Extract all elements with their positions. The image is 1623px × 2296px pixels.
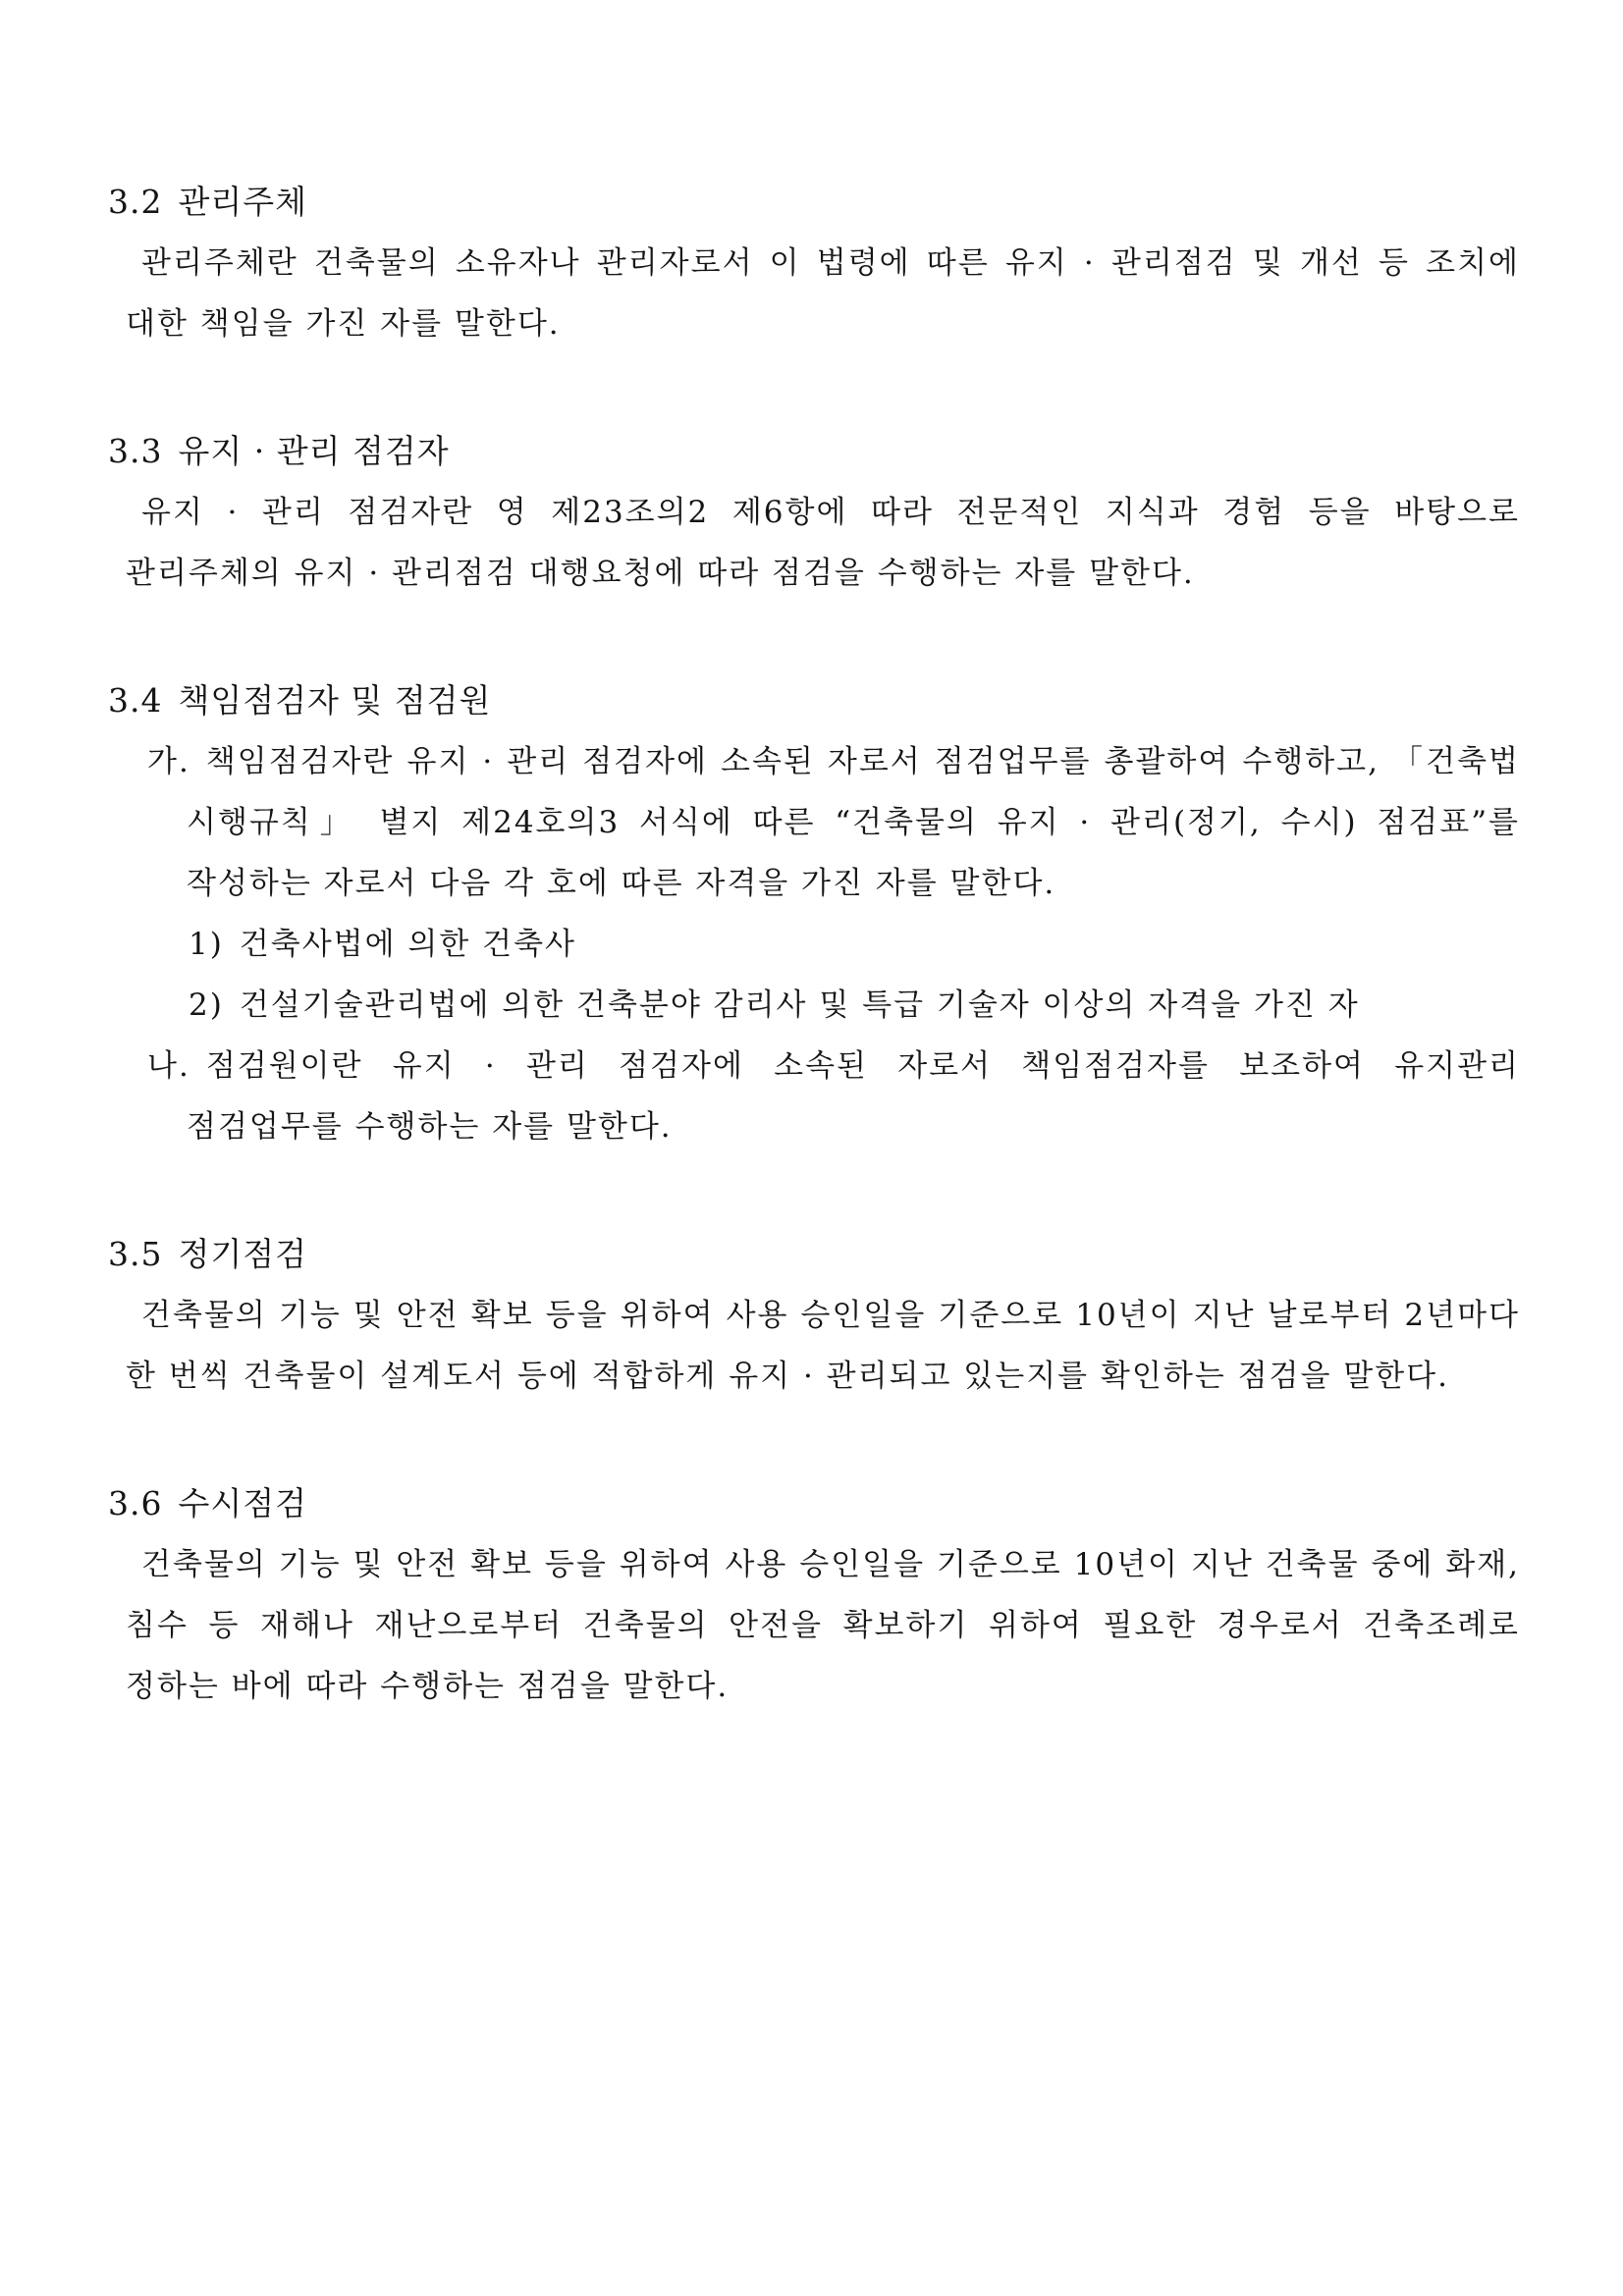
item-text: 책임점검자란 유지 · 관리 점검자에 소속된 자로서 점검업무를 총괄하여 수행하고, 「건축법 시행규칙」 별지 제24호의3 서식에 따른 “건축물의 유지 · 관리(정기, 수시) 점검표”를 작성하는 자로서 다음 각 호에 따른 자격을 가진 자를 말한다. [187, 744, 1520, 901]
section-number: 3.4 [108, 681, 163, 720]
section-3-6 [108, 1473, 1520, 1717]
section-heading [108, 1224, 1520, 1285]
section-heading [108, 670, 1520, 731]
item-marker: 2) [189, 988, 224, 1023]
section-title: 수시점검 [178, 1484, 307, 1522]
section-number: 3.6 [108, 1484, 163, 1522]
section-paragraph: 유지 · 관리 점검자란 영 제23조의2 제6항에 따라 전문적인 지식과 경험 등을 바탕으로 관리주체의 유지 · 관리점검 대행요청에 따라 점검을 수행하는 자를 말한다. [126, 495, 1520, 591]
section-heading [108, 421, 1520, 482]
list-item [108, 914, 1520, 975]
section-title: 정기점검 [178, 1235, 307, 1273]
item-marker: 가. [147, 744, 190, 779]
section-paragraph: 건축물의 기능 및 안전 확보 등을 위하여 사용 승인일을 기준으로 10년이 지난 날로부터 2년마다 한 번씩 건축물이 설계도서 등에 적합하게 유지 · 관리되고 있는지를 확인하는 점검을 말한다. [126, 1298, 1520, 1394]
section-3-3 [108, 421, 1520, 604]
section-number: 3.2 [108, 183, 163, 221]
section-title: 관리주체 [178, 183, 307, 221]
item-text: 점검원이란 유지 · 관리 점검자에 소속된 자로서 책임점검자를 보조하여 유지관리 점검업무를 수행하는 자를 말한다. [187, 1048, 1520, 1145]
section-number: 3.5 [108, 1235, 163, 1273]
section-3-5 [108, 1224, 1520, 1407]
section-heading [108, 172, 1520, 233]
section-3-4 [108, 670, 1520, 1157]
item-marker: 1) [189, 927, 224, 962]
item-text: 건설기술관리법에 의한 건축분야 감리사 및 특급 기술자 이상의 자격을 가진 자 [239, 988, 1360, 1023]
section-3-2 [108, 172, 1520, 354]
section-heading [108, 1473, 1520, 1534]
section-title: 책임점검자 및 점검원 [178, 681, 492, 720]
item-marker: 나. [147, 1048, 190, 1084]
list-item [108, 1036, 1520, 1157]
item-text: 건축사법에 의한 건축사 [239, 927, 576, 962]
section-number: 3.3 [108, 432, 163, 470]
list-item [108, 975, 1520, 1036]
section-title: 유지 · 관리 점검자 [178, 432, 450, 470]
section-paragraph: 관리주체란 건축물의 소유자나 관리자로서 이 법령에 따른 유지 · 관리점검 및 개선 등 조치에 대한 책임을 가진 자를 말한다. [126, 245, 1520, 342]
list-item [108, 731, 1520, 914]
section-paragraph: 건축물의 기능 및 안전 확보 등을 위하여 사용 승인일을 기준으로 10년이 지난 건축물 중에 화재, 침수 등 재해나 재난으로부터 건축물의 안전을 확보하기 위하여 필요한 경우로서 건축조례로 정하는 바에 따라 수행하는 점검을 말한다. [126, 1547, 1521, 1704]
